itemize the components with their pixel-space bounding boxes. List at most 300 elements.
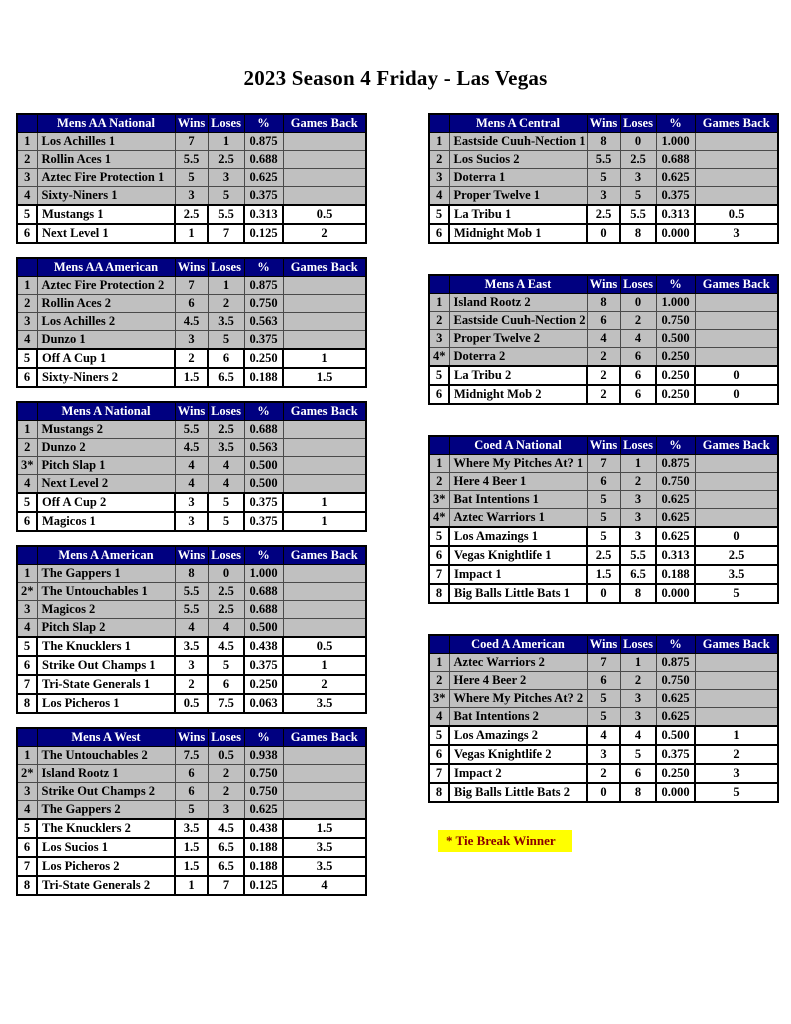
team-cell: The Gappers 1	[37, 565, 175, 583]
table-row	[429, 348, 778, 367]
table-row	[429, 708, 778, 727]
loses-cell: 6	[208, 675, 244, 694]
games-back-cell	[283, 313, 366, 331]
right-column	[428, 113, 777, 803]
loses-cell: 6	[620, 348, 656, 367]
header-row	[429, 436, 778, 455]
pct-cell: 0.625	[244, 801, 283, 820]
wins-cell: 0	[587, 224, 620, 243]
pct-cell: 0.313	[244, 205, 283, 224]
wins-cell: 3.5	[175, 819, 208, 838]
standings-table-mens-a-west	[16, 727, 367, 896]
loses-cell: 2	[620, 473, 656, 491]
loses-cell: 6.5	[208, 368, 244, 387]
loses-cell: 0	[620, 133, 656, 151]
table-row	[429, 546, 778, 565]
loses-cell: 5.5	[620, 546, 656, 565]
wins-cell: 4	[175, 457, 208, 475]
loses-cell: 2.5	[208, 583, 244, 601]
pct-cell: 0.000	[656, 783, 695, 802]
games-back-cell	[695, 473, 778, 491]
wins-cell: 5.5	[587, 151, 620, 169]
wins-cell: 7	[175, 277, 208, 295]
rank-cell: 2	[17, 295, 37, 313]
header-row	[17, 728, 366, 747]
pct-cell: 0.688	[244, 421, 283, 439]
table-row	[17, 313, 366, 331]
pct-cell: 0.438	[244, 819, 283, 838]
table-row	[17, 765, 366, 783]
team-cell: Strike Out Champs 1	[37, 656, 175, 675]
pct-header: %	[656, 436, 695, 455]
loses-cell: 0	[208, 565, 244, 583]
rank-cell: 3	[17, 169, 37, 187]
rank-cell: 2*	[17, 765, 37, 783]
table-row	[429, 654, 778, 672]
games-back-header: Games Back	[695, 275, 778, 294]
games-back-cell: 2	[283, 675, 366, 694]
rank-cell: 3*	[429, 491, 449, 509]
games-back-cell: 1	[695, 726, 778, 745]
wins-cell: 1.5	[587, 565, 620, 584]
team-cell: Vegas Knightlife 1	[449, 546, 587, 565]
loses-cell: 8	[620, 224, 656, 243]
team-cell: Bat Intentions 1	[449, 491, 587, 509]
table-row	[17, 857, 366, 876]
rank-cell: 5	[429, 726, 449, 745]
rank-cell: 5	[429, 205, 449, 224]
table-row	[429, 294, 778, 312]
wins-cell: 5	[175, 801, 208, 820]
games-back-cell	[695, 455, 778, 473]
rank-cell: 1	[17, 421, 37, 439]
pct-cell: 0.625	[656, 169, 695, 187]
table-row	[429, 726, 778, 745]
loses-header: Loses	[620, 275, 656, 294]
loses-cell: 4	[208, 475, 244, 494]
rank-cell: 8	[17, 694, 37, 713]
pct-cell: 0.625	[656, 491, 695, 509]
wins-cell: 1.5	[175, 368, 208, 387]
team-cell: Rollin Aces 1	[37, 151, 175, 169]
pct-cell: 0.375	[656, 745, 695, 764]
header-row	[17, 402, 366, 421]
team-cell: Tri-State Generals 1	[37, 675, 175, 694]
table-row	[17, 801, 366, 820]
table-row	[17, 601, 366, 619]
wins-cell: 5.5	[175, 421, 208, 439]
rank-cell: 5	[17, 205, 37, 224]
wins-header: Wins	[175, 258, 208, 277]
team-cell: Where My Pitches At? 1	[449, 455, 587, 473]
team-cell: Island Rootz 2	[449, 294, 587, 312]
rank-cell: 6	[429, 224, 449, 243]
loses-cell: 3	[620, 708, 656, 727]
wins-cell: 6	[175, 765, 208, 783]
loses-cell: 6	[208, 349, 244, 368]
rank-cell: 6	[17, 512, 37, 531]
wins-cell: 5	[587, 690, 620, 708]
games-back-header: Games Back	[695, 114, 778, 133]
wins-cell: 3	[587, 745, 620, 764]
wins-cell: 3	[175, 331, 208, 350]
table-row	[429, 745, 778, 764]
header-row	[429, 275, 778, 294]
loses-header: Loses	[208, 546, 244, 565]
table-row	[429, 509, 778, 528]
league-header: Mens A American	[37, 546, 175, 565]
rank-cell: 4	[17, 801, 37, 820]
team-cell: Strike Out Champs 2	[37, 783, 175, 801]
wins-cell: 2	[175, 675, 208, 694]
table-row	[429, 455, 778, 473]
standings-table-coed-a-american	[428, 634, 779, 803]
games-back-cell	[283, 331, 366, 350]
wins-cell: 4.5	[175, 313, 208, 331]
pct-cell: 0.375	[656, 187, 695, 206]
table-row	[429, 385, 778, 404]
wins-header: Wins	[175, 728, 208, 747]
pct-cell: 0.125	[244, 224, 283, 243]
table-row	[17, 512, 366, 531]
wins-cell: 5	[587, 509, 620, 528]
loses-cell: 4	[208, 619, 244, 638]
table-row	[17, 619, 366, 638]
loses-cell: 1	[620, 654, 656, 672]
loses-cell: 2	[208, 765, 244, 783]
team-cell: Pitch Slap 2	[37, 619, 175, 638]
pct-cell: 0.438	[244, 637, 283, 656]
games-back-cell	[695, 348, 778, 367]
loses-cell: 2	[208, 295, 244, 313]
games-back-cell: 3	[695, 224, 778, 243]
rank-cell: 1	[17, 565, 37, 583]
rank-cell: 7	[429, 764, 449, 783]
loses-cell: 5	[208, 493, 244, 512]
team-cell: Aztec Warriors 2	[449, 654, 587, 672]
wins-header: Wins	[587, 114, 620, 133]
games-back-cell: 1	[283, 349, 366, 368]
rank-cell: 1	[429, 133, 449, 151]
wins-cell: 3	[175, 656, 208, 675]
pct-cell: 0.250	[244, 349, 283, 368]
pct-cell: 0.500	[656, 330, 695, 348]
standings-table-mens-aa-national	[16, 113, 367, 244]
games-back-cell	[695, 491, 778, 509]
rank-header	[429, 436, 449, 455]
table-row	[17, 747, 366, 765]
games-back-cell: 1	[283, 512, 366, 531]
wins-cell: 4.5	[175, 439, 208, 457]
loses-cell: 3	[208, 801, 244, 820]
team-cell: Eastside Cuuh-Nection 1	[449, 133, 587, 151]
table-row	[429, 584, 778, 603]
pct-cell: 1.000	[244, 565, 283, 583]
pct-cell: 0.688	[656, 151, 695, 169]
league-header: Mens A Central	[449, 114, 587, 133]
rank-cell: 8	[429, 584, 449, 603]
team-cell: Los Achilles 2	[37, 313, 175, 331]
games-back-cell: 0	[695, 366, 778, 385]
table-row	[429, 312, 778, 330]
games-back-cell	[283, 439, 366, 457]
wins-cell: 5	[587, 527, 620, 546]
table-row	[429, 672, 778, 690]
table-row	[429, 224, 778, 243]
wins-cell: 5	[175, 169, 208, 187]
pct-cell: 0.375	[244, 187, 283, 206]
rank-header	[17, 114, 37, 133]
pct-cell: 0.500	[244, 475, 283, 494]
table-row	[17, 205, 366, 224]
games-back-cell	[695, 294, 778, 312]
loses-header: Loses	[620, 635, 656, 654]
wins-cell: 7	[175, 133, 208, 151]
pct-cell: 0.750	[656, 473, 695, 491]
wins-cell: 7	[587, 654, 620, 672]
loses-cell: 7	[208, 224, 244, 243]
rank-cell: 4*	[429, 509, 449, 528]
loses-cell: 3	[620, 169, 656, 187]
games-back-cell	[283, 457, 366, 475]
header-row	[429, 635, 778, 654]
loses-cell: 0	[620, 294, 656, 312]
pct-cell: 0.688	[244, 601, 283, 619]
rank-header	[17, 546, 37, 565]
table-row	[429, 783, 778, 802]
team-cell: Big Balls Little Bats 1	[449, 584, 587, 603]
pct-cell: 0.688	[244, 583, 283, 601]
loses-cell: 6	[620, 764, 656, 783]
table-row	[429, 330, 778, 348]
games-back-cell: 2.5	[695, 546, 778, 565]
league-header: Mens AA American	[37, 258, 175, 277]
table-row	[429, 366, 778, 385]
rank-cell: 3	[429, 169, 449, 187]
games-back-header: Games Back	[283, 258, 366, 277]
wins-cell: 1	[175, 224, 208, 243]
league-header: Coed A National	[449, 436, 587, 455]
team-cell: Mustangs 2	[37, 421, 175, 439]
pct-cell: 0.750	[244, 295, 283, 313]
team-cell: The Knucklers 2	[37, 819, 175, 838]
rank-cell: 5	[17, 349, 37, 368]
rank-cell: 2	[17, 151, 37, 169]
rank-cell: 3	[17, 313, 37, 331]
loses-cell: 5	[620, 187, 656, 206]
loses-cell: 5.5	[208, 205, 244, 224]
loses-cell: 3	[620, 509, 656, 528]
rank-cell: 3	[429, 330, 449, 348]
team-cell: Los Sucios 2	[449, 151, 587, 169]
table-row	[17, 151, 366, 169]
loses-cell: 4	[620, 330, 656, 348]
wins-cell: 4	[175, 475, 208, 494]
wins-cell: 3	[587, 187, 620, 206]
team-cell: Dunzo 2	[37, 439, 175, 457]
team-cell: Where My Pitches At? 2	[449, 690, 587, 708]
team-cell: Los Amazings 2	[449, 726, 587, 745]
loses-header: Loses	[620, 436, 656, 455]
team-cell: Aztec Fire Protection 2	[37, 277, 175, 295]
league-header: Mens A West	[37, 728, 175, 747]
pct-cell: 0.313	[656, 205, 695, 224]
team-cell: Los Sucios 1	[37, 838, 175, 857]
pct-cell: 0.750	[244, 765, 283, 783]
team-cell: Pitch Slap 1	[37, 457, 175, 475]
table-row	[17, 349, 366, 368]
loses-cell: 5	[208, 512, 244, 531]
team-cell: Impact 2	[449, 764, 587, 783]
rank-cell: 8	[17, 876, 37, 895]
league-header: Mens A National	[37, 402, 175, 421]
team-cell: Doterra 1	[449, 169, 587, 187]
team-cell: Vegas Knightlife 2	[449, 745, 587, 764]
rank-cell: 6	[429, 385, 449, 404]
games-back-cell: 0.5	[283, 205, 366, 224]
header-row	[429, 114, 778, 133]
team-cell: Off A Cup 1	[37, 349, 175, 368]
standings-table-mens-a-national	[16, 401, 367, 532]
wins-header: Wins	[587, 436, 620, 455]
wins-cell: 3	[175, 512, 208, 531]
table-row	[17, 295, 366, 313]
wins-cell: 2.5	[587, 205, 620, 224]
loses-cell: 4	[620, 726, 656, 745]
team-cell: Doterra 2	[449, 348, 587, 367]
rank-cell: 4	[17, 187, 37, 206]
table-row	[429, 169, 778, 187]
pct-cell: 0.063	[244, 694, 283, 713]
loses-cell: 5	[620, 745, 656, 764]
games-back-cell	[283, 783, 366, 801]
wins-cell: 6	[587, 312, 620, 330]
loses-cell: 3	[620, 491, 656, 509]
pct-cell: 0.375	[244, 331, 283, 350]
wins-header: Wins	[175, 546, 208, 565]
loses-cell: 2.5	[208, 421, 244, 439]
team-cell: Midnight Mob 2	[449, 385, 587, 404]
rank-header	[17, 258, 37, 277]
pct-header: %	[244, 114, 283, 133]
rank-cell: 1	[17, 747, 37, 765]
standings-table-mens-a-central	[428, 113, 779, 244]
table-row	[17, 421, 366, 439]
team-cell: Bat Intentions 2	[449, 708, 587, 727]
loses-cell: 3	[620, 527, 656, 546]
pct-cell: 0.188	[244, 368, 283, 387]
table-row	[17, 876, 366, 895]
loses-cell: 1	[208, 277, 244, 295]
left-column	[16, 113, 365, 896]
games-back-cell	[695, 133, 778, 151]
table-row	[429, 764, 778, 783]
pct-cell: 0.375	[244, 656, 283, 675]
wins-cell: 2	[175, 349, 208, 368]
games-back-cell: 1.5	[283, 819, 366, 838]
wins-cell: 5	[587, 169, 620, 187]
team-cell: Eastside Cuuh-Nection 2	[449, 312, 587, 330]
rank-cell: 2	[429, 151, 449, 169]
loses-cell: 6.5	[208, 857, 244, 876]
pct-cell: 0.250	[244, 675, 283, 694]
rank-cell: 6	[429, 745, 449, 764]
team-cell: Aztec Warriors 1	[449, 509, 587, 528]
league-header: Coed A American	[449, 635, 587, 654]
pct-cell: 0.750	[244, 783, 283, 801]
team-cell: Here 4 Beer 2	[449, 672, 587, 690]
loses-cell: 3.5	[208, 313, 244, 331]
rank-cell: 4	[17, 331, 37, 350]
rank-cell: 2	[429, 672, 449, 690]
team-cell: Los Amazings 1	[449, 527, 587, 546]
loses-cell: 8	[620, 783, 656, 802]
team-cell: Next Level 1	[37, 224, 175, 243]
wins-header: Wins	[587, 275, 620, 294]
wins-cell: 3	[175, 187, 208, 206]
rank-cell: 4	[17, 475, 37, 494]
games-back-cell	[695, 312, 778, 330]
table-row	[17, 133, 366, 151]
loses-cell: 6.5	[620, 565, 656, 584]
table-row	[17, 675, 366, 694]
games-back-header: Games Back	[283, 114, 366, 133]
loses-cell: 4.5	[208, 637, 244, 656]
loses-cell: 2.5	[208, 151, 244, 169]
pct-cell: 0.250	[656, 385, 695, 404]
pct-cell: 0.875	[656, 654, 695, 672]
rank-cell: 4*	[429, 348, 449, 367]
league-header: Mens A East	[449, 275, 587, 294]
pct-cell: 1.000	[656, 133, 695, 151]
team-cell: Proper Twelve 2	[449, 330, 587, 348]
pct-cell: 0.875	[244, 277, 283, 295]
rank-cell: 5	[429, 366, 449, 385]
pct-cell: 0.875	[244, 133, 283, 151]
pct-cell: 0.563	[244, 439, 283, 457]
wins-cell: 1	[175, 876, 208, 895]
wins-cell: 2	[587, 348, 620, 367]
pct-cell: 0.500	[244, 457, 283, 475]
team-cell: The Gappers 2	[37, 801, 175, 820]
loses-cell: 2	[620, 672, 656, 690]
wins-cell: 5.5	[175, 583, 208, 601]
team-cell: The Untouchables 1	[37, 583, 175, 601]
games-back-cell	[695, 330, 778, 348]
rank-cell: 4	[17, 619, 37, 638]
rank-cell: 2*	[17, 583, 37, 601]
rank-cell: 6	[429, 546, 449, 565]
table-row	[17, 169, 366, 187]
pct-cell: 0.313	[656, 546, 695, 565]
wins-cell: 8	[587, 133, 620, 151]
loses-header: Loses	[208, 258, 244, 277]
team-cell: Next Level 2	[37, 475, 175, 494]
rank-cell: 3	[17, 601, 37, 619]
table-row	[429, 491, 778, 509]
games-back-cell: 0.5	[695, 205, 778, 224]
games-back-cell: 3.5	[283, 857, 366, 876]
rank-cell: 7	[17, 857, 37, 876]
rank-cell: 4	[429, 708, 449, 727]
pct-cell: 0.688	[244, 151, 283, 169]
loses-cell: 6	[620, 366, 656, 385]
games-back-cell: 0	[695, 527, 778, 546]
table-row	[17, 783, 366, 801]
rank-cell: 1	[429, 294, 449, 312]
wins-cell: 3.5	[175, 637, 208, 656]
games-back-cell	[283, 295, 366, 313]
